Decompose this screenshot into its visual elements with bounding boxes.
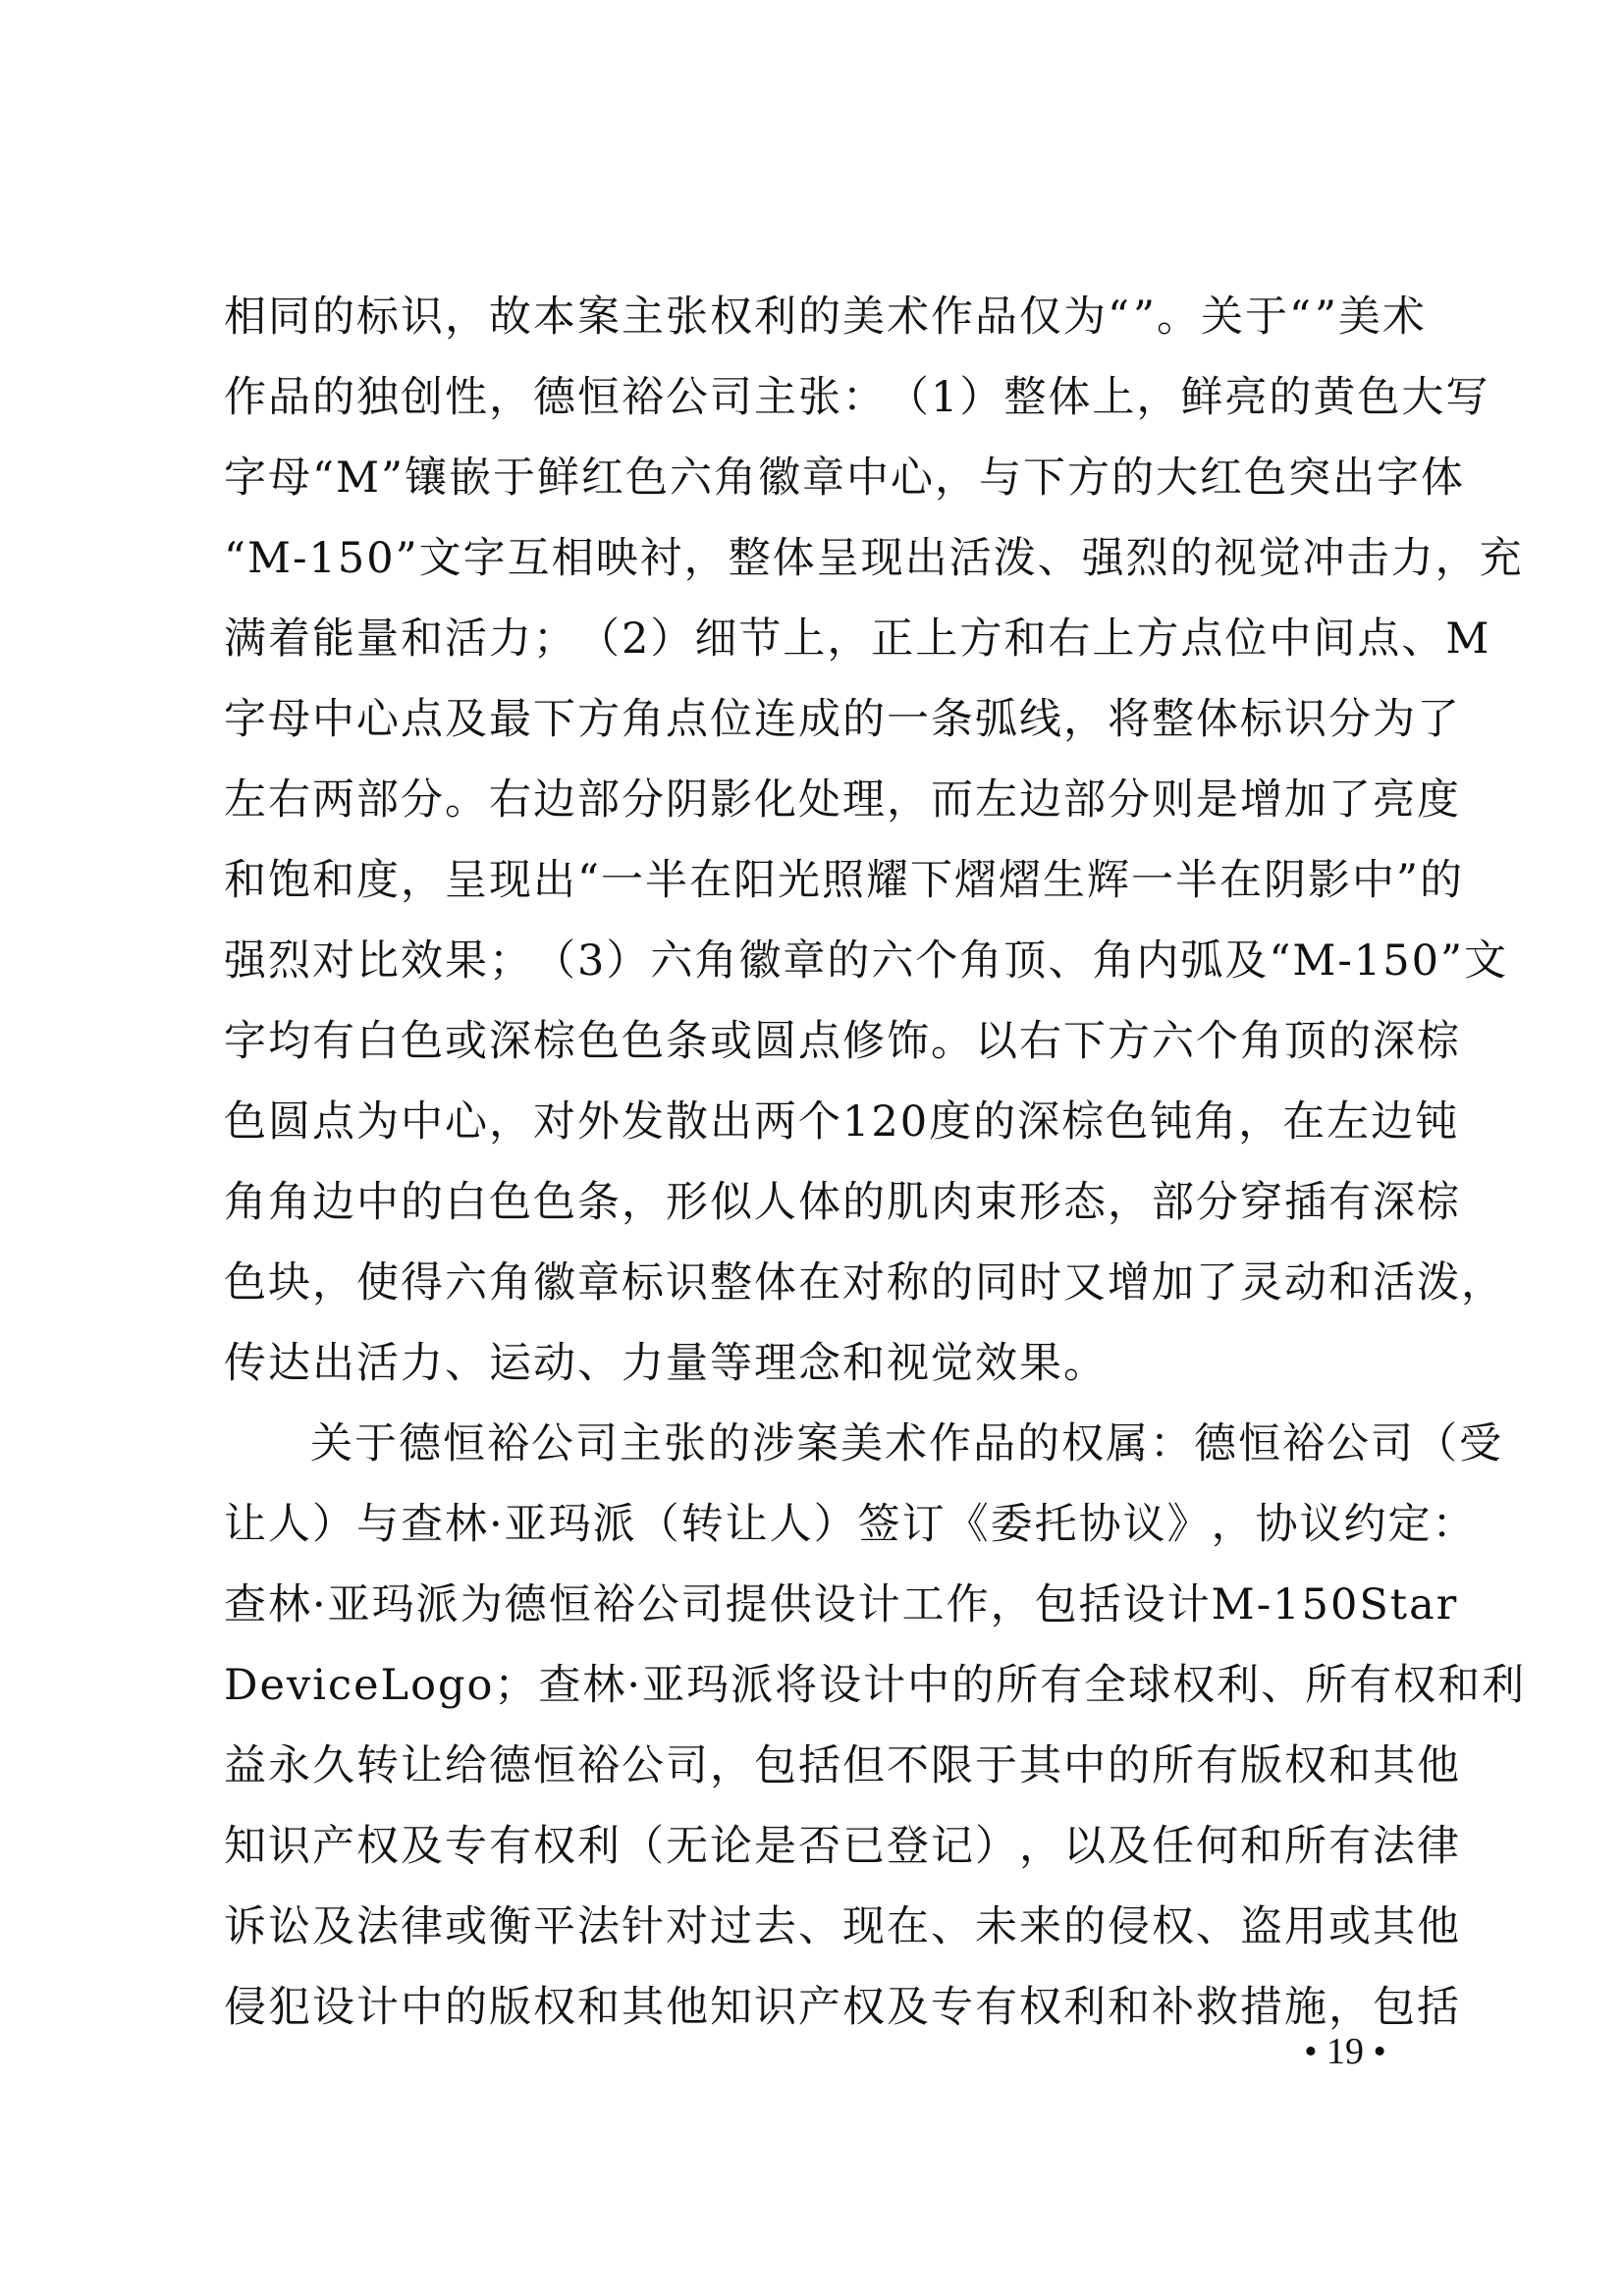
text-line: 色 块 ， 使 得 六 角 徽 章 标 识 整 体 在 对 称 的 同 时 又 增 加 了 灵 动 和 活 泼 ， [224, 1258, 1505, 1308]
text-line [224, 277, 1427, 357]
text-line: 强 烈 对 比 效 果 ； （ 3 ） 六 角 徽 章 的 六 个 角 顶 、 角 内 弧 及 “ M - 1 5 0 ” 文 [224, 936, 1508, 986]
text-line [224, 1323, 1424, 1404]
text-line: 角 角 边 中 的 白 色 色 条 ， 形 似 人 体 的 肌 肉 束 形 态 ， 部 分 穿 插 有 深 棕 [224, 1178, 1461, 1227]
text-line: 色 圆 点 为 中 心 ， 对 外 发 散 出 两 个 1 2 0 度 的 深 棕 色 钝 角 ， 在 左 边 钝 [224, 1097, 1460, 1147]
text-line: 字 母 中 心 点 及 最 下 方 角 点 位 连 成 的 一 条 弧 线 ， 将 整 体 标 识 分 为 了 [224, 695, 1461, 744]
text-line [224, 1404, 1503, 1484]
page-number: • 19 • [1304, 2031, 1386, 2072]
text-line: 字 母 “ M ” 镶 嵌 于 鲜 红 色 六 角 徽 章 中 心 ， 与 下 方 的 大 红 色 突 出 字 体 [224, 454, 1465, 503]
text-line: D e v i c e L o g o ； 查 林 · 亚 玛 派 将 设 计 中 的 所 有 全 球 权 利 、 所 有 权 和 利 [224, 1661, 1527, 1710]
text-line: “ M - 1 5 0 ” 文 字 互 相 映 衬 ， 整 体 呈 现 出 活 泼 、 强 烈 的 视 觉 冲 击 力 ， 充 [224, 534, 1524, 583]
text-line: 字 均 有 白 色 或 深 棕 色 色 条 或 圆 点 修 饰 。 以 右 下 方 六 个 角 顶 的 深 棕 [224, 1017, 1461, 1066]
text-line: 左 右 两 部 分 。 右 边 部 分 阴 影 化 处 理 ， 而 左 边 部 分 则 是 增 加 了 亮 度 [224, 775, 1461, 825]
text-line: 诉 讼 及 法 律 或 衡 平 法 针 对 过 去 、 现 在 、 未 来 的 侵 权 、 盗 用 或 其 他 [224, 1902, 1461, 1951]
text-line: 益 永 久 转 让 给 德 恒 裕 公 司 ， 包 括 但 不 限 于 其 中 的 所 有 版 权 和 其 他 [224, 1741, 1461, 1790]
text-segment: ”美术 [1314, 293, 1427, 342]
text-line: 知 识 产 权 及 专 有 权 利 （ 无 论 是 否 已 登 记 ） ， 以 及 任 何 和 所 有 法 律 [224, 1822, 1461, 1871]
text-line: 让 人 ） 与 查 林 · 亚 玛 派 （ 转 让 人 ） 签 订 《 委 托 协 议 》 ， 协 议 约 定 ： [224, 1500, 1477, 1549]
text-line: 和 饱 和 度 ， 呈 现 出 “ 一 半 在 阳 光 照 耀 下 熠 熠 生 辉 一 半 在 阴 影 中 ” 的 [224, 856, 1464, 905]
text-run: 传达出活力、运动、力量等理念和视觉效果。 [224, 1339, 1108, 1388]
text-segment: 相同的标识，故本案主张权利的美术作品仅为“ [224, 293, 1131, 342]
text-line: 侵 犯 设 计 中 的 版 权 和 其 他 知 识 产 权 及 专 有 权 利 和 补 救 措 施 ， 包 括 [224, 1983, 1461, 2032]
text-segment: ”。关于“ [1132, 293, 1313, 342]
text-line: 作 品 的 独 创 性 ， 德 恒 裕 公 司 主 张 ： （ 1 ） 整 体 上 ， 鲜 亮 的 黄 色 大 写 [224, 373, 1490, 422]
text-run: 关 于 德 恒 裕 公 司 主 张 的 涉 案 美 术 作 品 的 权 属 ： 德 恒 裕 公 司 （ 受 [310, 1419, 1503, 1468]
text-line: 满 着 能 量 和 活 力 ； （ 2 ） 细 节 上 ， 正 上 方 和 右 上 方 点 位 中 间 点 、 M [224, 614, 1491, 664]
text-line: 查 林 · 亚 玛 派 为 德 恒 裕 公 司 提 供 设 计 工 作 ， 包 括 设 计 M - 1 5 0 S t a r [224, 1580, 1459, 1629]
body-text [224, 277, 1527, 2048]
